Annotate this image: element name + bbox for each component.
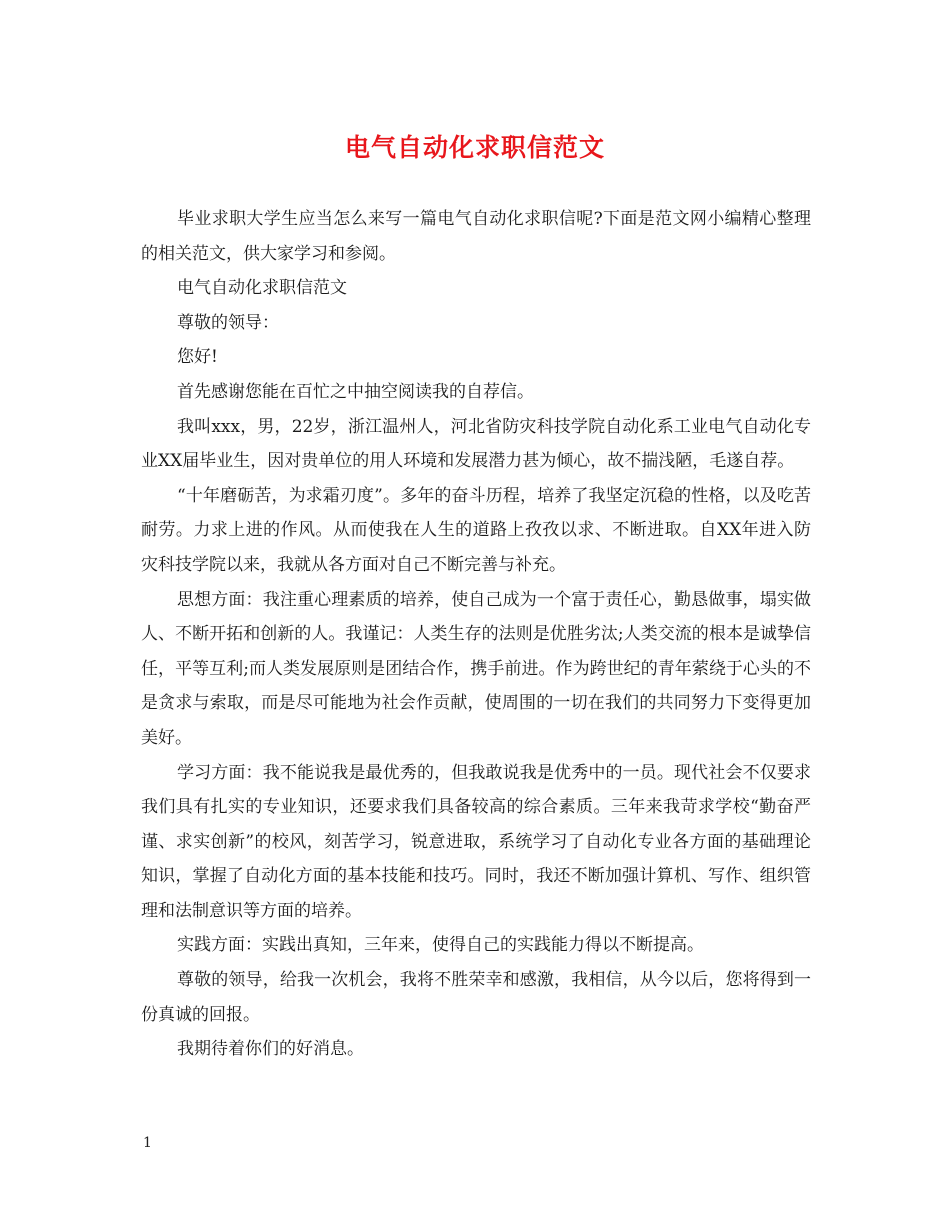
page-number: 1 xyxy=(143,1135,152,1151)
paragraph-self-introduction: 我叫xxx，男，22岁，浙江温州人，河北省防灾科技学院自动化系工业电气自动化专业XX届毕业生，因对贵单位的用人环境和发展潜力甚为倾心，故不揣浅陋，毛遂自荐。 xyxy=(141,416,811,472)
paragraph-character: “十年磨砺苦，为求霜刃度”。多年的奋斗历程，培养了我坚定沉稳的性格，以及吃苦耐劳。力求上进的作风。从而使我在人生的道路上孜孜以求、不断进取。自XX年进入防灾科技学院以来，我就从各方面对自己不断完善与补充。 xyxy=(141,485,811,575)
paragraph-ideology: 思想方面：我注重心理素质的培养，使自己成为一个富于责任心，勤恳做事，塌实做人、不断开拓和创新的人。我谨记：人类生存的法则是优胜劣汰;人类交流的根本是诚挚信任，平等互利;而人类发展原则是团结合作，携手前进。作为跨世纪的青年萦绕于心头的不是贪求与索取，而是尽可能地为社会作贡献，使周围的一切在我们的共同努力下变得更加美好。 xyxy=(141,589,811,748)
paragraph-greeting: 您好! xyxy=(177,347,218,368)
paragraph-subtitle: 电气自动化求职信范文 xyxy=(177,278,347,299)
paragraph-closing: 我期待着你们的好消息。 xyxy=(177,1039,364,1060)
document-title: 电气自动化求职信范文 xyxy=(344,133,605,162)
paragraph-request: 尊敬的领导，给我一次机会，我将不胜荣幸和感激，我相信，从今以后，您将得到一份真诚的回报。 xyxy=(141,970,811,1025)
document-body xyxy=(141,202,811,1067)
paragraph-salutation: 尊敬的领导： xyxy=(177,312,279,333)
paragraph-practice: 实践方面：实践出真知，三年来，使得自己的实践能力得以不断提高。 xyxy=(177,935,704,956)
paragraph-study: 学习方面：我不能说我是最优秀的，但我敢说我是优秀中的一员。现代社会不仅要求我们具有扎实的专业知识，还要求我们具备较高的综合素质。三年来我苛求学校“勤奋严谨、求实创新”的校风，刻苦学习，锐意进取，系统学习了自动化专业各方面的基础理论知识，掌握了自动化方面的基本技能和技巧。同时，我还不断加强计算机、写作、组织管理和法制意识等方面的培养。 xyxy=(141,762,811,921)
paragraph-intro: 毕业求职大学生应当怎么来写一篇电气自动化求职信呢?下面是范文网小编精心整理的相关范文，供大家学习和参阅。 xyxy=(141,209,811,264)
paragraph-thanks: 首先感谢您能在百忙之中抽空阅读我的自荐信。 xyxy=(177,381,534,402)
